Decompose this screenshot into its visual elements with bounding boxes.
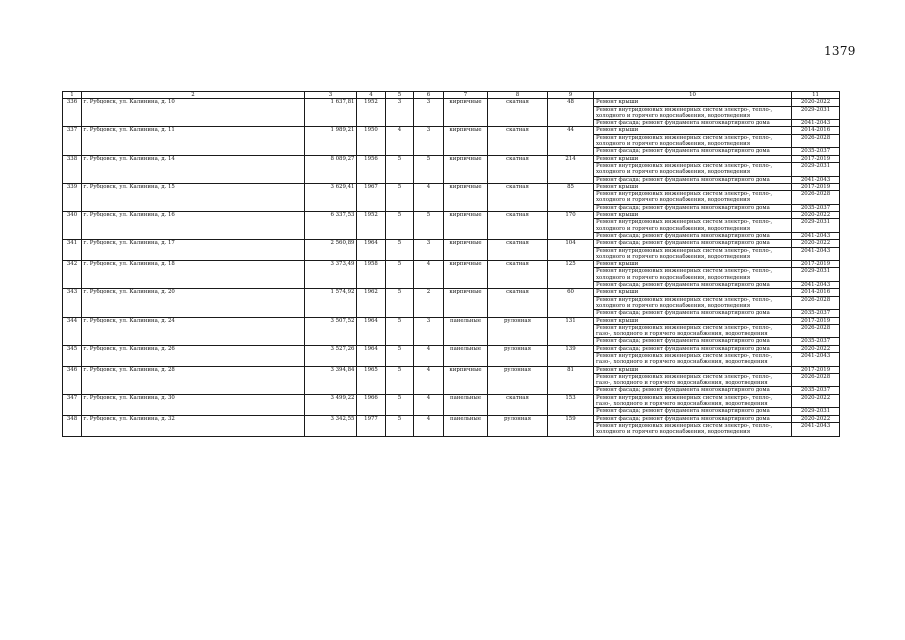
row-number: 336	[63, 99, 82, 127]
floors-cell: 5	[386, 394, 414, 415]
work-period-cell: 2014-2016	[792, 127, 840, 134]
work-period-cell: 2041-2043	[792, 120, 840, 127]
floors-cell: 5	[386, 183, 414, 211]
work-description-cell: Ремонт внутридомовых инженерных систем электро-, тепло-, газо-, холодного и горячего водоснабжения, водоотведения	[594, 324, 792, 338]
work-period-cell: 2026-2028	[792, 134, 840, 148]
work-period-cell: 2020-2022	[792, 240, 840, 247]
roof-cell: скатная	[488, 155, 548, 183]
area-cell: 3 373,49	[305, 261, 357, 289]
housing-register-table	[62, 91, 840, 437]
work-description-cell: Ремонт внутридомовых инженерных систем электро-, тепло-, холодного и горячего водоснабжения, водоотведения	[594, 219, 792, 233]
table-row	[63, 155, 840, 162]
row-number: 340	[63, 212, 82, 240]
work-period-cell: 2041-2043	[792, 352, 840, 366]
year-cell: 1958	[357, 261, 386, 289]
roof-cell: скатная	[488, 99, 548, 127]
year-cell: 1962	[357, 289, 386, 317]
work-description-cell: Ремонт внутридомовых инженерных систем электро-, тепло-, газо-, холодного и горячего водоснабжения, водоотведения	[594, 394, 792, 408]
residents-cell: 159	[548, 415, 594, 436]
column-header: 9	[548, 92, 594, 99]
walls-cell: панельные	[444, 415, 488, 436]
residents-cell: 125	[548, 261, 594, 289]
work-description-cell: Ремонт внутридомовых инженерных систем электро-, тепло-, газо-, холодного и горячего водоснабжения, водоотведения	[594, 352, 792, 366]
row-number: 342	[63, 261, 82, 289]
work-description-cell: Ремонт фасада; ремонт фундамента многоквартирного дома	[594, 387, 792, 394]
area-cell: 3 507,52	[305, 317, 357, 345]
address-cell: г. Рубцовск, ул. Калинина, д. 15	[82, 183, 305, 211]
work-description-cell: Ремонт фасада; ремонт фундамента многоквартирного дома	[594, 282, 792, 289]
year-cell: 1977	[357, 415, 386, 436]
table-row	[63, 317, 840, 324]
work-description-cell: Ремонт крыши	[594, 317, 792, 324]
column-header: 10	[594, 92, 792, 99]
work-description-cell: Ремонт фасада; ремонт фундамента многоквартирного дома	[594, 240, 792, 247]
year-cell: 1967	[357, 183, 386, 211]
floors-cell: 5	[386, 261, 414, 289]
work-period-cell: 2026-2028	[792, 373, 840, 387]
row-number: 348	[63, 415, 82, 436]
address-cell: г. Рубцовск, ул. Калинина, д. 24	[82, 317, 305, 345]
residents-cell: 104	[548, 240, 594, 261]
roof-cell: рулонная	[488, 345, 548, 366]
table-row	[63, 212, 840, 219]
floors-cell: 5	[386, 415, 414, 436]
floors-cell: 5	[386, 240, 414, 261]
address-cell: г. Рубцовск, ул. Калинина, д. 18	[82, 261, 305, 289]
work-description-cell: Ремонт внутридомовых инженерных систем электро-, тепло-, газо-, холодного и горячего водоснабжения, водоотведения	[594, 373, 792, 387]
work-description-cell: Ремонт внутридомовых инженерных систем электро-, тепло-, холодного и горячего водоснабжения, водоотведения	[594, 422, 792, 436]
work-description-cell: Ремонт фасада; ремонт фундамента многоквартирного дома	[594, 338, 792, 345]
year-cell: 1964	[357, 345, 386, 366]
address-cell: г. Рубцовск, ул. Калинина, д. 11	[82, 127, 305, 155]
work-description-cell: Ремонт фасада; ремонт фундамента многоквартирного дома	[594, 204, 792, 211]
work-description-cell: Ремонт внутридомовых инженерных систем электро-, тепло-, холодного и горячего водоснабжения, водоотведения	[594, 191, 792, 205]
page-number: 1379	[824, 44, 856, 58]
floors-cell: 3	[386, 99, 414, 127]
residents-cell: 44	[548, 127, 594, 155]
residents-cell: 60	[548, 289, 594, 317]
area-cell: 6 337,53	[305, 212, 357, 240]
work-period-cell: 2020-2022	[792, 345, 840, 352]
floors-cell: 5	[386, 155, 414, 183]
address-cell: г. Рубцовск, ул. Калинина, д. 14	[82, 155, 305, 183]
area-cell: 3 527,26	[305, 345, 357, 366]
entrances-cell: 4	[414, 394, 444, 415]
work-period-cell: 2035-2037	[792, 204, 840, 211]
work-description-cell: Ремонт фасада; ремонт фундамента многоквартирного дома	[594, 345, 792, 352]
table-row	[63, 289, 840, 296]
work-description-cell: Ремонт внутридомовых инженерных систем электро-, тепло-, холодного и горячего водоснабжения, водоотведения	[594, 247, 792, 261]
column-header: 5	[386, 92, 414, 99]
year-cell: 1964	[357, 317, 386, 345]
work-description-cell: Ремонт внутридомовых инженерных систем электро-, тепло-, холодного и горячего водоснабжения, водоотведения	[594, 162, 792, 176]
residents-cell: 81	[548, 366, 594, 394]
work-description-cell: Ремонт фасада; ремонт фундамента многоквартирного дома	[594, 176, 792, 183]
residents-cell: 170	[548, 212, 594, 240]
year-cell: 1956	[357, 155, 386, 183]
roof-cell: рулонная	[488, 415, 548, 436]
work-description-cell: Ремонт крыши	[594, 155, 792, 162]
floors-cell: 5	[386, 345, 414, 366]
work-period-cell: 2017-2019	[792, 366, 840, 373]
address-cell: г. Рубцовск, ул. Калинина, д. 17	[82, 240, 305, 261]
roof-cell: скатная	[488, 240, 548, 261]
work-period-cell: 2035-2037	[792, 387, 840, 394]
roof-cell: рулонная	[488, 366, 548, 394]
work-description-cell: Ремонт внутридомовых инженерных систем электро-, тепло-, холодного и горячего водоснабжения, водоотведения	[594, 134, 792, 148]
work-period-cell: 2017-2019	[792, 317, 840, 324]
work-description-cell: Ремонт внутридомовых инженерных систем электро-, тепло-, холодного и горячего водоснабжения, водоотведения	[594, 268, 792, 282]
entrances-cell: 4	[414, 183, 444, 211]
work-description-cell: Ремонт крыши	[594, 183, 792, 190]
roof-cell: скатная	[488, 394, 548, 415]
column-header: 6	[414, 92, 444, 99]
work-description-cell: Ремонт фасада; ремонт фундамента многоквартирного дома	[594, 232, 792, 239]
address-cell: г. Рубцовск, ул. Калинина, д. 26	[82, 345, 305, 366]
work-period-cell: 2017-2019	[792, 155, 840, 162]
walls-cell: панельные	[444, 317, 488, 345]
work-period-cell: 2026-2028	[792, 296, 840, 310]
work-description-cell: Ремонт крыши	[594, 99, 792, 106]
table-row	[63, 394, 840, 408]
area-cell: 1 574,92	[305, 289, 357, 317]
residents-cell: 48	[548, 99, 594, 127]
table-row	[63, 415, 840, 422]
work-period-cell: 2020-2022	[792, 99, 840, 106]
work-description-cell: Ремонт фасада; ремонт фундамента многоквартирного дома	[594, 310, 792, 317]
area-cell: 3 394,84	[305, 366, 357, 394]
work-period-cell: 2017-2019	[792, 183, 840, 190]
entrances-cell: 3	[414, 99, 444, 127]
column-header: 11	[792, 92, 840, 99]
row-number: 346	[63, 366, 82, 394]
row-number: 345	[63, 345, 82, 366]
entrances-cell: 5	[414, 155, 444, 183]
residents-cell: 131	[548, 317, 594, 345]
row-number: 343	[63, 289, 82, 317]
roof-cell: скатная	[488, 183, 548, 211]
column-header: 3	[305, 92, 357, 99]
table-row	[63, 240, 840, 247]
work-period-cell: 2029-2031	[792, 162, 840, 176]
walls-cell: кирпичные	[444, 240, 488, 261]
roof-cell: скатная	[488, 289, 548, 317]
work-period-cell: 2029-2031	[792, 268, 840, 282]
table-header-row	[63, 92, 840, 99]
column-header: 1	[63, 92, 82, 99]
work-description-cell: Ремонт крыши	[594, 366, 792, 373]
work-period-cell: 2029-2031	[792, 408, 840, 415]
work-period-cell: 2014-2016	[792, 289, 840, 296]
work-description-cell: Ремонт фасада; ремонт фундамента многоквартирного дома	[594, 408, 792, 415]
work-period-cell: 2020-2022	[792, 415, 840, 422]
address-cell: г. Рубцовск, ул. Калинина, д. 10	[82, 99, 305, 127]
walls-cell: панельные	[444, 394, 488, 415]
address-cell: г. Рубцовск, ул. Калинина, д. 30	[82, 394, 305, 415]
work-period-cell: 2041-2043	[792, 232, 840, 239]
row-number: 341	[63, 240, 82, 261]
roof-cell: скатная	[488, 261, 548, 289]
area-cell: 2 560,89	[305, 240, 357, 261]
work-period-cell: 2041-2043	[792, 247, 840, 261]
column-header: 7	[444, 92, 488, 99]
work-period-cell: 2020-2022	[792, 394, 840, 408]
walls-cell: кирпичные	[444, 261, 488, 289]
walls-cell: кирпичные	[444, 155, 488, 183]
address-cell: г. Рубцовск, ул. Калинина, д. 16	[82, 212, 305, 240]
work-description-cell: Ремонт крыши	[594, 212, 792, 219]
work-period-cell: 2026-2028	[792, 324, 840, 338]
walls-cell: кирпичные	[444, 212, 488, 240]
address-cell: г. Рубцовск, ул. Калинина, д. 28	[82, 366, 305, 394]
work-period-cell: 2035-2037	[792, 338, 840, 345]
roof-cell: рулонная	[488, 317, 548, 345]
row-number: 347	[63, 394, 82, 415]
address-cell: г. Рубцовск, ул. Калинина, д. 32	[82, 415, 305, 436]
residents-cell: 153	[548, 394, 594, 415]
entrances-cell: 3	[414, 127, 444, 155]
work-description-cell: Ремонт крыши	[594, 127, 792, 134]
area-cell: 3 629,41	[305, 183, 357, 211]
floors-cell: 4	[386, 127, 414, 155]
work-description-cell: Ремонт фасада; ремонт фундамента многоквартирного дома	[594, 120, 792, 127]
work-description-cell: Ремонт внутридомовых инженерных систем электро-, тепло-, холодного и горячего водоснабжения, водоотведения	[594, 296, 792, 310]
work-period-cell: 2020-2022	[792, 212, 840, 219]
roof-cell: скатная	[488, 127, 548, 155]
table-row	[63, 127, 840, 134]
address-cell: г. Рубцовск, ул. Калинина, д. 20	[82, 289, 305, 317]
entrances-cell: 3	[414, 240, 444, 261]
table-row	[63, 183, 840, 190]
walls-cell: кирпичные	[444, 366, 488, 394]
work-description-cell: Ремонт крыши	[594, 261, 792, 268]
work-period-cell: 2029-2031	[792, 219, 840, 233]
row-number: 337	[63, 127, 82, 155]
table-row	[63, 99, 840, 106]
area-cell: 1 989,21	[305, 127, 357, 155]
work-period-cell: 2041-2043	[792, 422, 840, 436]
entrances-cell: 5	[414, 212, 444, 240]
walls-cell: кирпичные	[444, 183, 488, 211]
work-description-cell: Ремонт крыши	[594, 289, 792, 296]
column-header: 2	[82, 92, 305, 99]
row-number: 339	[63, 183, 82, 211]
walls-cell: кирпичные	[444, 127, 488, 155]
work-period-cell: 2026-2028	[792, 191, 840, 205]
work-description-cell: Ремонт фасада; ремонт фундамента многоквартирного дома	[594, 415, 792, 422]
column-header: 8	[488, 92, 548, 99]
area-cell: 1 637,81	[305, 99, 357, 127]
work-period-cell: 2035-2037	[792, 310, 840, 317]
walls-cell: кирпичные	[444, 289, 488, 317]
row-number: 338	[63, 155, 82, 183]
year-cell: 1966	[357, 394, 386, 415]
floors-cell: 5	[386, 289, 414, 317]
year-cell: 1964	[357, 240, 386, 261]
entrances-cell: 4	[414, 415, 444, 436]
floors-cell: 5	[386, 212, 414, 240]
table-row	[63, 366, 840, 373]
work-description-cell: Ремонт фасада; ремонт фундамента многоквартирного дома	[594, 148, 792, 155]
residents-cell: 139	[548, 345, 594, 366]
entrances-cell: 4	[414, 366, 444, 394]
work-period-cell: 2041-2043	[792, 282, 840, 289]
entrances-cell: 4	[414, 345, 444, 366]
area-cell: 3 342,55	[305, 415, 357, 436]
area-cell: 8 089,27	[305, 155, 357, 183]
floors-cell: 5	[386, 317, 414, 345]
row-number: 344	[63, 317, 82, 345]
year-cell: 1952	[357, 99, 386, 127]
year-cell: 1965	[357, 366, 386, 394]
area-cell: 3 499,22	[305, 394, 357, 415]
work-period-cell: 2029-2031	[792, 106, 840, 120]
table-row	[63, 345, 840, 352]
entrances-cell: 2	[414, 289, 444, 317]
residents-cell: 214	[548, 155, 594, 183]
work-period-cell: 2017-2019	[792, 261, 840, 268]
column-header: 4	[357, 92, 386, 99]
year-cell: 1950	[357, 127, 386, 155]
table-row	[63, 261, 840, 268]
walls-cell: панельные	[444, 345, 488, 366]
walls-cell: кирпичные	[444, 99, 488, 127]
work-description-cell: Ремонт внутридомовых инженерных систем электро-, тепло-, холодного и горячего водоснабжения, водоотведения	[594, 106, 792, 120]
entrances-cell: 3	[414, 317, 444, 345]
entrances-cell: 4	[414, 261, 444, 289]
work-period-cell: 2035-2037	[792, 148, 840, 155]
roof-cell: скатная	[488, 212, 548, 240]
work-period-cell: 2041-2043	[792, 176, 840, 183]
residents-cell: 85	[548, 183, 594, 211]
year-cell: 1952	[357, 212, 386, 240]
floors-cell: 5	[386, 366, 414, 394]
